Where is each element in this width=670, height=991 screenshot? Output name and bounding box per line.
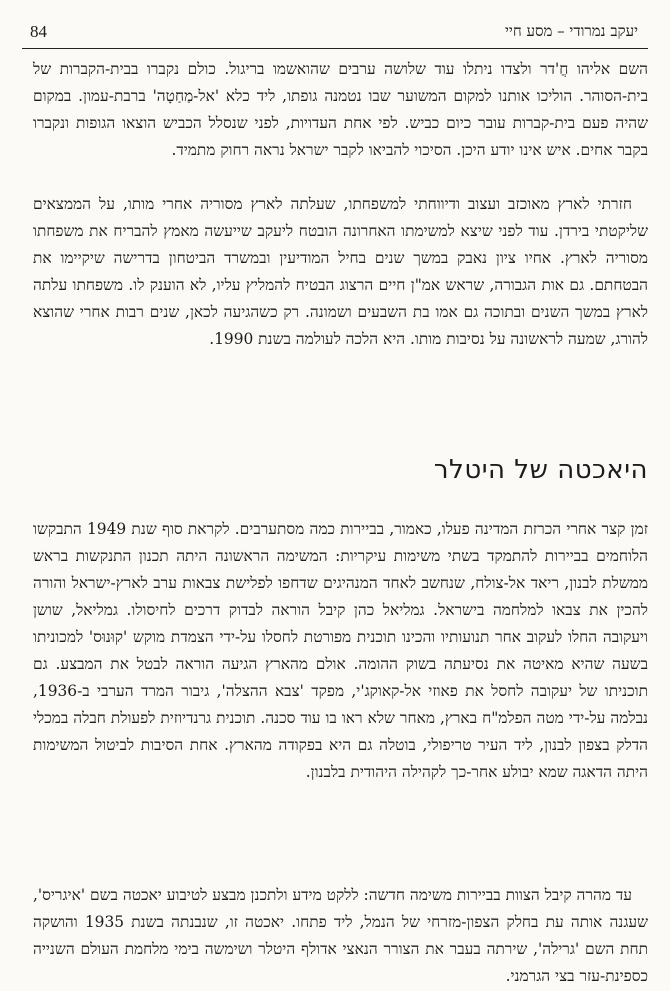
- page-header: [22, 18, 648, 49]
- paragraph-3: [33, 516, 648, 786]
- paragraph-4: [33, 882, 648, 990]
- paragraph-2: [33, 191, 648, 353]
- running-head: יעקב נמרודי – מסע חיי: [504, 22, 638, 40]
- page-number: 84: [30, 22, 47, 41]
- paragraph-text: עד מהרה קיבל הצוות בביירות משימה חדשה: ללקט מידע ולתכנן מבצע לטיבוע יאכטה בשם 'איגריס', שעגנה אותה עת בחלק הצפון-מזרחי של הנמל, ליד פתחו. יאכטה זו, שנבנתה בשנת 1935 והושקה תחת השם 'גרילה', שירתה בעבר את הצורר הנאצי אדולף היטלר ושימשה בימי מלחמת העולם השנייה כספינת-עזר בצי הגרמני.: [33, 886, 649, 985]
- chapter-title: היאכטה של היטלר: [433, 455, 648, 485]
- paragraph-1: [33, 56, 648, 164]
- paragraph-text: השם אליהו חֲ'דר ולצדו ניתלו עוד שלושה ערבים שהואשמו בריגול. כולם נקברו בבית-הקברות של בית-הסוהר. הוליכו אותנו למקום המשוער שבו נטמנה גופתו, ליד כלא 'אל-מַחַטָה' ברבת-עמון. במקום שהיה פעם בית-קברות עובר כיום כביש. לפי אחת העדויות, לפני שנסלל הכביש הוצאו הגופות ונקברו בקבר אחים. איש אינו יודע היכן. הסיכוי להביאו לקבר ישראל נראה רחוק מתמיד.: [33, 60, 648, 159]
- paragraph-text: חזרתי לארץ מאוכזב ועצוב ודיווחתי למשפחתו, שעלתה לארץ מסוריה אחרי מותו, על הממצאים שליקטתי בירדן. עוד לפני שיצא למשימתו האחרונה הובטח ליעקב שייעשה מאמץ להבריח את משפחתו מסוריה לארץ. אחיו ציון נאבק במשך שנים בחיל המודיעין ובמשרד הביטחון בדרישה שיקיימו את הבטחתם. גם אות הגבורה, שראש אמ"ן חיים הרצוג הבטיח להמליץ עליו, לא הוענק לו. משפחתו עלתה לארץ במשך השנים ובתוכה גם אמו בת השבעים ושמונה. רק כשהגיעה לכאן, שנים רבות אחרי שהוצא להורג, שמעה לראשונה על נסיבות מותו. היא הלכה לעולמה בשנת 1990.: [33, 195, 648, 348]
- paragraph-text: זמן קצר אחרי הכרזת המדינה פעלו, כאמור, בביירות כמה מסתערבים. לקראת סוף שנת 1949 התבקשו הלוחמים בביירות להתמקד בשתי משימות עיקריות: המשימה הראשונה היתה תכנון התנקשות בראש ממשלת לבנון, ריאד אל-צולח, שנחשב לאחד המנהיגים שדחפו לפלישת צבאות ערב לארץ-ישראל והורה להכין את צבאו למלחמה בישראל. גמליאל כהן קיבל הוראה לבדוק דרכים לחיסולו. גמליאל, שושן ויעקובה החלו לעקוב אחר תנועותיו והכינו תוכנית מפורטת לחסלו על-ידי הצמדת מוקש 'קוּנוּס' למכוניתו בשעה שהיא מאיטה את נסיעתה בשוק ההומה. אולם מהארץ הגיעה הוראה לבטל את המבצע. גם תוכניתו של יעקובה לחסל את פאוזי אל-קאוקג'י, מפקד 'צבא ההצלה', גיבור המרד הערבי ב-1936, נבלמה על-ידי מטה הפלמ"ח בארץ, מאחר שלא ראו בו עוד סכנה. תוכנית גרנדיוזית לפעולת חבלה במכלי הדלק בצפון לבנון, ליד העיר טריפולי, בוטלה גם היא בפקודה מהארץ. אחת הסיבות לביטול המשימות היתה הדאגה שמא יבולע אחר-כך לקהילה היהודית בלבנון.: [33, 520, 649, 781]
